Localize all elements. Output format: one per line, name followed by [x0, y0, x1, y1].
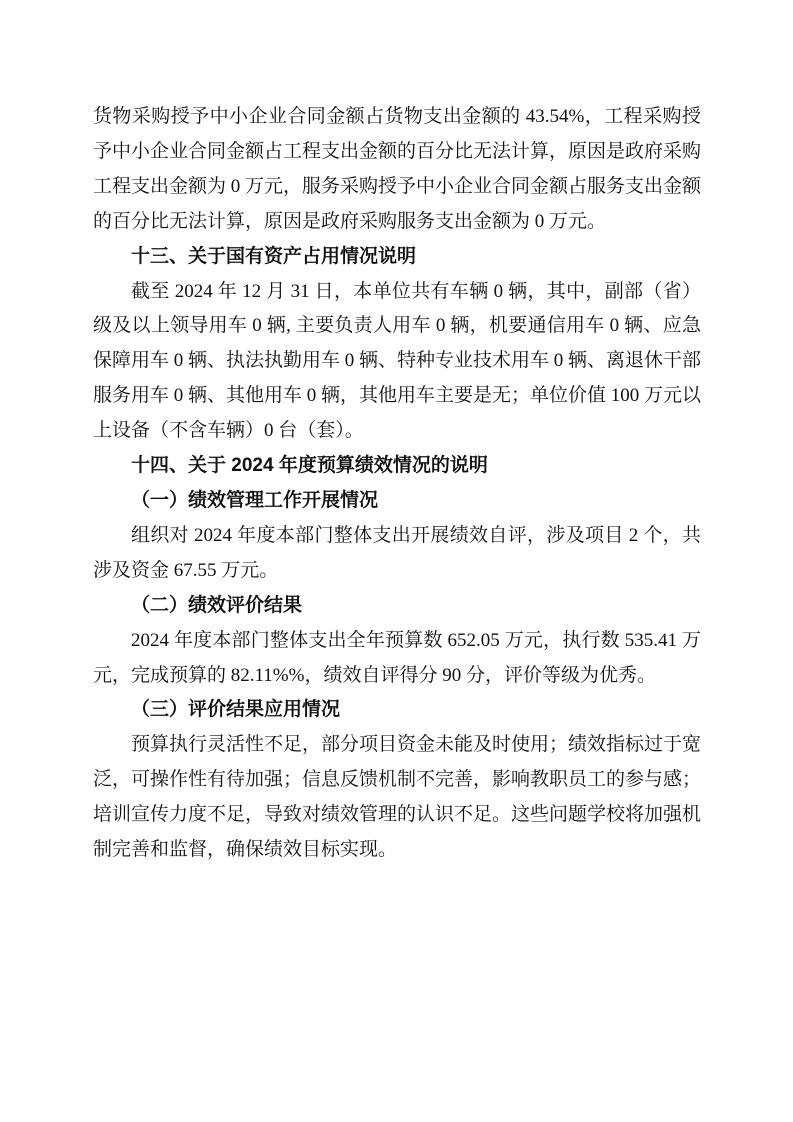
heading-section-14-budget-performance: 十四、关于 2024 年度预算绩效情况的说明	[131, 455, 488, 477]
subheading-3-results-application: （三）评价结果应用情况	[131, 699, 341, 721]
para-self-evaluation-scope: 组织对 2024 年度本部门整体支出开展绩效自评，涉及项目 2 个，共涉及资金 67.55 万元。	[93, 524, 701, 581]
document-content	[93, 100, 701, 868]
para-budget-execution-results: 2024 年度本部门整体支出全年预算数 652.05 万元，执行数 535.41 万元，完成预算的 82.11%%，绩效自评得分 90 分，评价等级为优秀。	[93, 629, 701, 686]
para-vehicles-assets: 截至 2024 年 12 月 31 日，本单位共有车辆 0 辆，其中，副部（省）级及以上领导用车 0 辆, 主要负责人用车 0 辆，机要通信用车 0 辆、应急保障用车 0 辆、执法执勤用车 0 辆、特种专业技术用车 0 辆、离退休干部服务用车 0 辆、其他用车 0 辆，其他用车主要是无；单位价值 100 万元以上设备（不含车辆）0 台（套）。	[93, 280, 702, 442]
para-smb-procurement-continued: 货物采购授予中小企业合同金额占货物支出金额的 43.54%，工程采购授予中小企业合同金额占工程支出金额的百分比无法计算，原因是政府采购工程支出金额为 0 万元，服务采购授予中小企业合同金额占服务支出金额的百分比无法计算，原因是政府采购服务支出金额为 0 万元。	[93, 106, 702, 232]
subheading-1-performance-management: （一）绩效管理工作开展情况	[131, 489, 379, 511]
heading-section-13-state-assets: 十三、关于国有资产占用情况说明	[131, 245, 417, 267]
para-issues-and-improvements: 预算执行灵活性不足，部分项目资金未能及时使用；绩效指标过于宽泛，可操作性有待加强；信息反馈机制不完善，影响教职员工的参与感；培训宣传力度不足，导致对绩效管理的认识不足。这些问题学校将加强机制完善和监督，确保绩效目标实现。	[93, 734, 702, 861]
subheading-2-evaluation-results: （二）绩效评价结果	[131, 594, 303, 616]
